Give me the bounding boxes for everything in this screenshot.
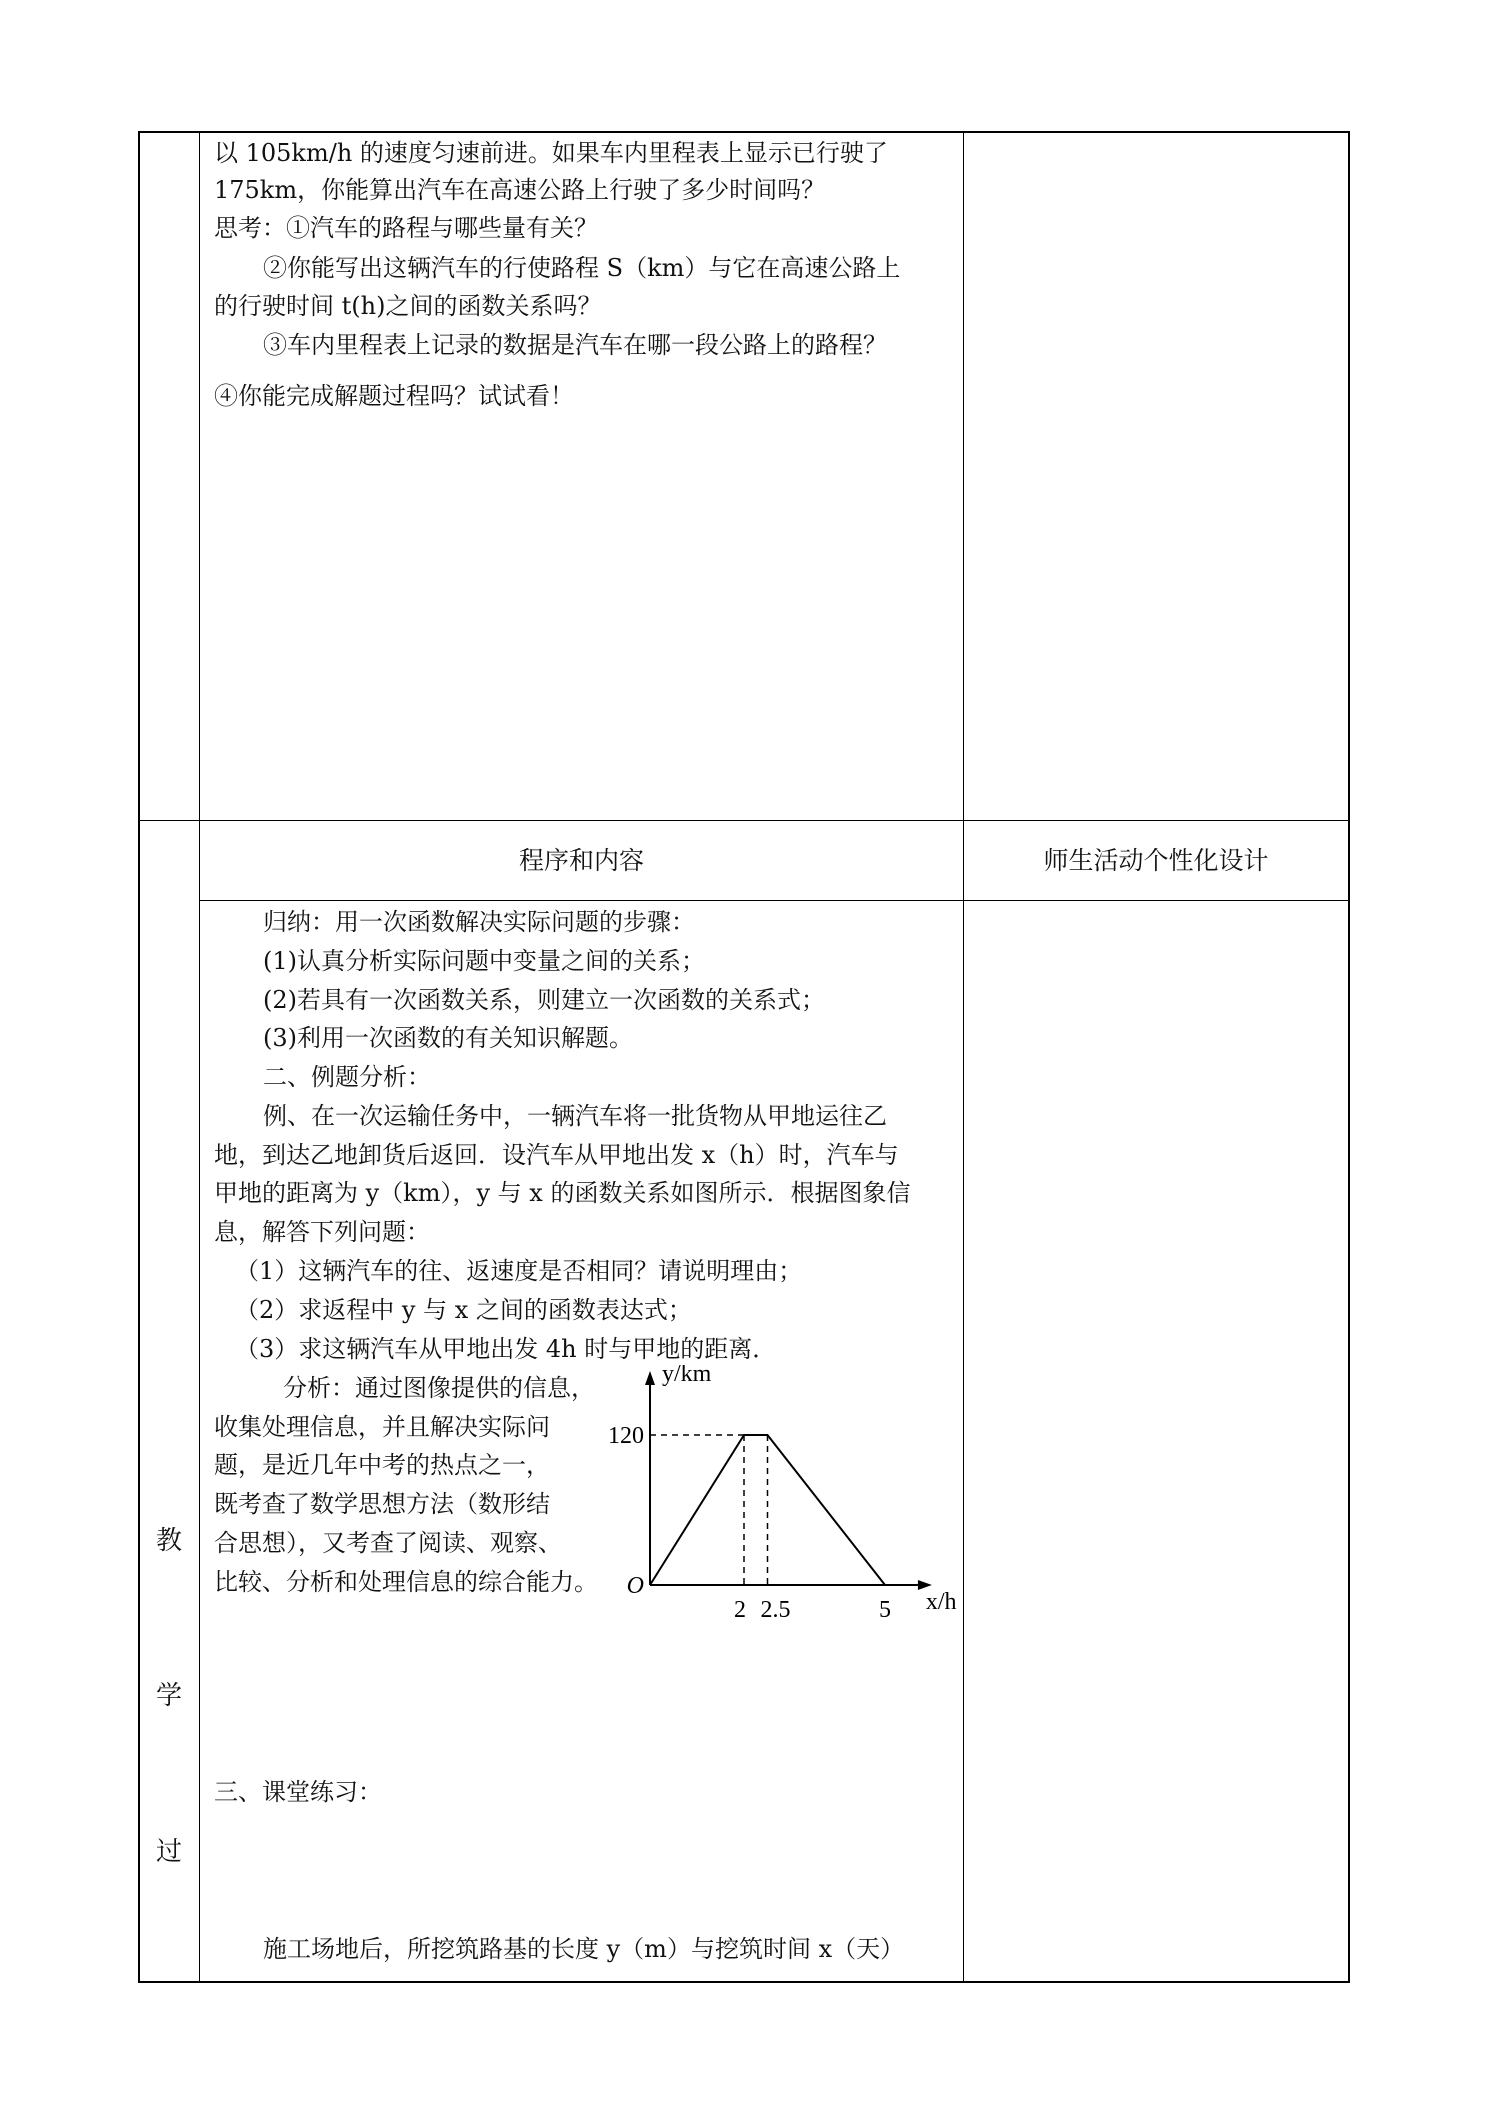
x-tick-label: 5 bbox=[879, 1597, 891, 1623]
header-content: 程序和内容 bbox=[518, 846, 644, 875]
practice-heading: 三、课堂练习： bbox=[214, 1778, 382, 1806]
main-line: 甲地的距离为 y（km），y 与 x 的函数关系如图所示．根据图象信 bbox=[214, 1179, 911, 1207]
side-label-1: 教 bbox=[155, 1526, 182, 1556]
main-line: (1)认真分析实际问题中变量之间的关系； bbox=[263, 947, 705, 975]
main-line: (2)若具有一次函数关系，则建立一次函数的关系式； bbox=[263, 986, 825, 1014]
analysis-line: 题，是近几年中考的热点之一， bbox=[214, 1451, 550, 1479]
analysis-line: 分析：通过图像提供的信息， bbox=[283, 1374, 595, 1402]
main-line: 归纳：用一次函数解决实际问题的步骤： bbox=[263, 908, 695, 936]
y-tick-label: 120 bbox=[608, 1423, 644, 1449]
side-label-2: 学 bbox=[155, 1681, 182, 1711]
analysis-line: 既考查了数学思想方法（数形结 bbox=[214, 1490, 550, 1518]
analysis-line: 收集处理信息，并且解决实际问 bbox=[214, 1413, 550, 1441]
table-right-border bbox=[1348, 131, 1350, 1982]
top-line: 以 105km/h 的速度匀速前进。如果车内里程表上显示已行驶了 bbox=[214, 139, 888, 167]
main-line: 二、例题分析： bbox=[263, 1063, 431, 1091]
last-line: 施工场地后，所挖筑路基的长度 y（m）与挖筑时间 x（天） bbox=[263, 1935, 905, 1963]
table-divider-right bbox=[963, 131, 964, 1982]
main-line: （3）求这辆汽车从甲地出发 4h 时与甲地的距离． bbox=[235, 1335, 777, 1363]
table-top-border bbox=[138, 131, 1350, 133]
chart-axes bbox=[645, 1371, 932, 1590]
y-axis-label: y/km bbox=[662, 1365, 712, 1387]
side-label-3: 过 bbox=[155, 1837, 182, 1867]
main-line: （1）这辆汽车的往、返速度是否相同？请说明理由； bbox=[235, 1257, 803, 1285]
main-line: 例、在一次运输任务中，一辆汽车将一批货物从甲地运往乙 bbox=[263, 1102, 887, 1130]
table-row-divider bbox=[138, 820, 1350, 821]
top-line: 的行驶时间 t(h)之间的函数关系吗？ bbox=[214, 292, 602, 320]
top-line: 思考：①汽车的路程与哪些量有关？ bbox=[214, 214, 598, 242]
top-line: ②你能写出这辆汽车的行使路程 S（km）与它在高速公路上 bbox=[263, 254, 901, 282]
table-bottom-border bbox=[138, 1981, 1350, 1983]
y-axis-arrow bbox=[645, 1371, 655, 1385]
analysis-line: 比较、分析和处理信息的综合能力。 bbox=[214, 1568, 598, 1596]
header-design: 师生活动个性化设计 bbox=[1043, 846, 1269, 875]
x-tick-label: 2 bbox=[734, 1597, 746, 1623]
x-axis-label: x/h bbox=[925, 1589, 957, 1615]
top-line: 175km，你能算出汽车在高速公路上行驶了多少时间吗？ bbox=[214, 176, 826, 204]
main-line: （2）求返程中 y 与 x 之间的函数表达式； bbox=[235, 1296, 692, 1324]
distance-time-chart bbox=[590, 1365, 960, 1625]
top-line: ④你能完成解题过程吗？试试看！ bbox=[214, 382, 574, 410]
main-line: (3)利用一次函数的有关知识解题。 bbox=[263, 1024, 633, 1052]
top-line: ③车内里程表上记录的数据是汽车在哪一段公路上的路程？ bbox=[263, 331, 887, 359]
main-line: 息，解答下列问题： bbox=[214, 1218, 430, 1246]
origin-label: O bbox=[626, 1573, 644, 1599]
analysis-line: 合思想），又考查了阅读、观察、 bbox=[214, 1529, 562, 1557]
table-divider-left bbox=[199, 131, 200, 1982]
main-line: 地，到达乙地卸货后返回．设汽车从甲地出发 x（h）时，汽车与 bbox=[214, 1141, 899, 1169]
table-header-bottom bbox=[199, 900, 1350, 901]
chart-guide-lines bbox=[650, 1435, 768, 1585]
x-tick-label: 2.5 bbox=[760, 1597, 791, 1623]
